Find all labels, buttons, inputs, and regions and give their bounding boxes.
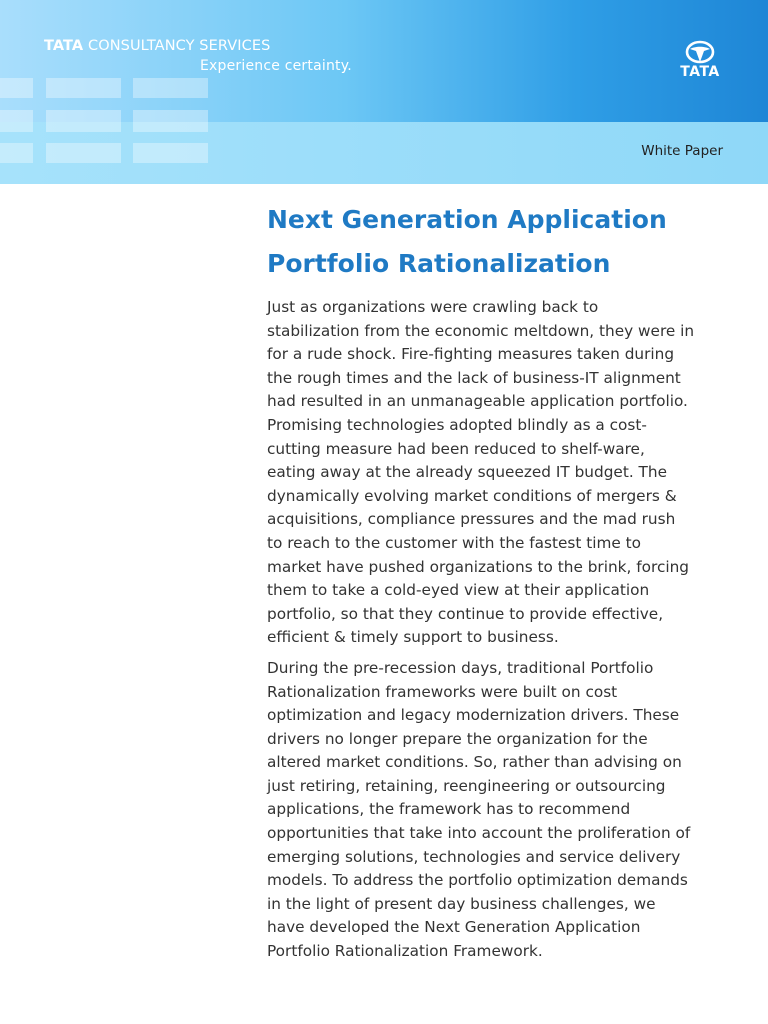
- company-name: [44, 38, 270, 54]
- decorative-tile: [46, 110, 121, 122]
- decorative-tile: [46, 143, 121, 163]
- decorative-tile: [133, 122, 208, 132]
- tata-logo: [674, 40, 726, 82]
- decorative-tile: [0, 78, 33, 98]
- body-text: [267, 296, 695, 971]
- decorative-tile: [133, 110, 208, 122]
- decorative-tile: [0, 122, 33, 132]
- decorative-tile: [0, 143, 33, 163]
- page-title: [267, 198, 737, 286]
- document-type-label: White Paper: [641, 143, 723, 159]
- tagline: Experience certainty.: [200, 58, 352, 74]
- decorative-tile: [133, 143, 208, 163]
- decorative-tile: [0, 110, 33, 122]
- paragraph: Just as organizations were crawling back to stabilization from the economic meltdown, they were in for a rude shock. Fire-fighting measures taken during the rough times and the lack of business-IT alignment had resulted in an unmanageable application portfolio. Promising technologies adopted blindly as a cost-cutting measure had been reduced to shelf-ware, eating away at the already squeezed IT budget. The dynamically evolving market conditions of mergers & acquisitions, compliance pressures and the mad rush to reach to the customer with the fastest time to market have pushed organizations to the brink, forcing them to take a cold-eyed view at their application portfolio, so that they continue to provide effective, efficient & timely support to business.: [267, 298, 695, 647]
- header-banner: [0, 0, 768, 122]
- company-name-rest: CONSULTANCY SERVICES: [87, 38, 271, 54]
- title-line-2: Portfolio Rationalization: [267, 249, 611, 278]
- decorative-tile: [133, 78, 208, 98]
- decorative-tile: [46, 122, 121, 132]
- logo-wordmark: TATA: [680, 64, 720, 80]
- tata-emblem-icon: [674, 40, 726, 64]
- title-line-1: Next Generation Application: [267, 205, 667, 234]
- decorative-tile: [46, 78, 121, 98]
- company-name-bold: TATA: [44, 38, 84, 54]
- paragraph: During the pre-recession days, traditional Portfolio Rationalization frameworks were built on cost optimization and legacy modernization drivers. These drivers no longer prepare the organization for the altered market conditions. So, rather than advising on just retiring, retaining, reengineering or outsourcing applications, the framework has to recommend opportunities that take into account the proliferation of emerging solutions, technologies and service delivery models. To address the portfolio optimization demands in the light of present day business challenges, we have developed the Next Generation Application Portfolio Rationalization Framework.: [267, 658, 691, 961]
